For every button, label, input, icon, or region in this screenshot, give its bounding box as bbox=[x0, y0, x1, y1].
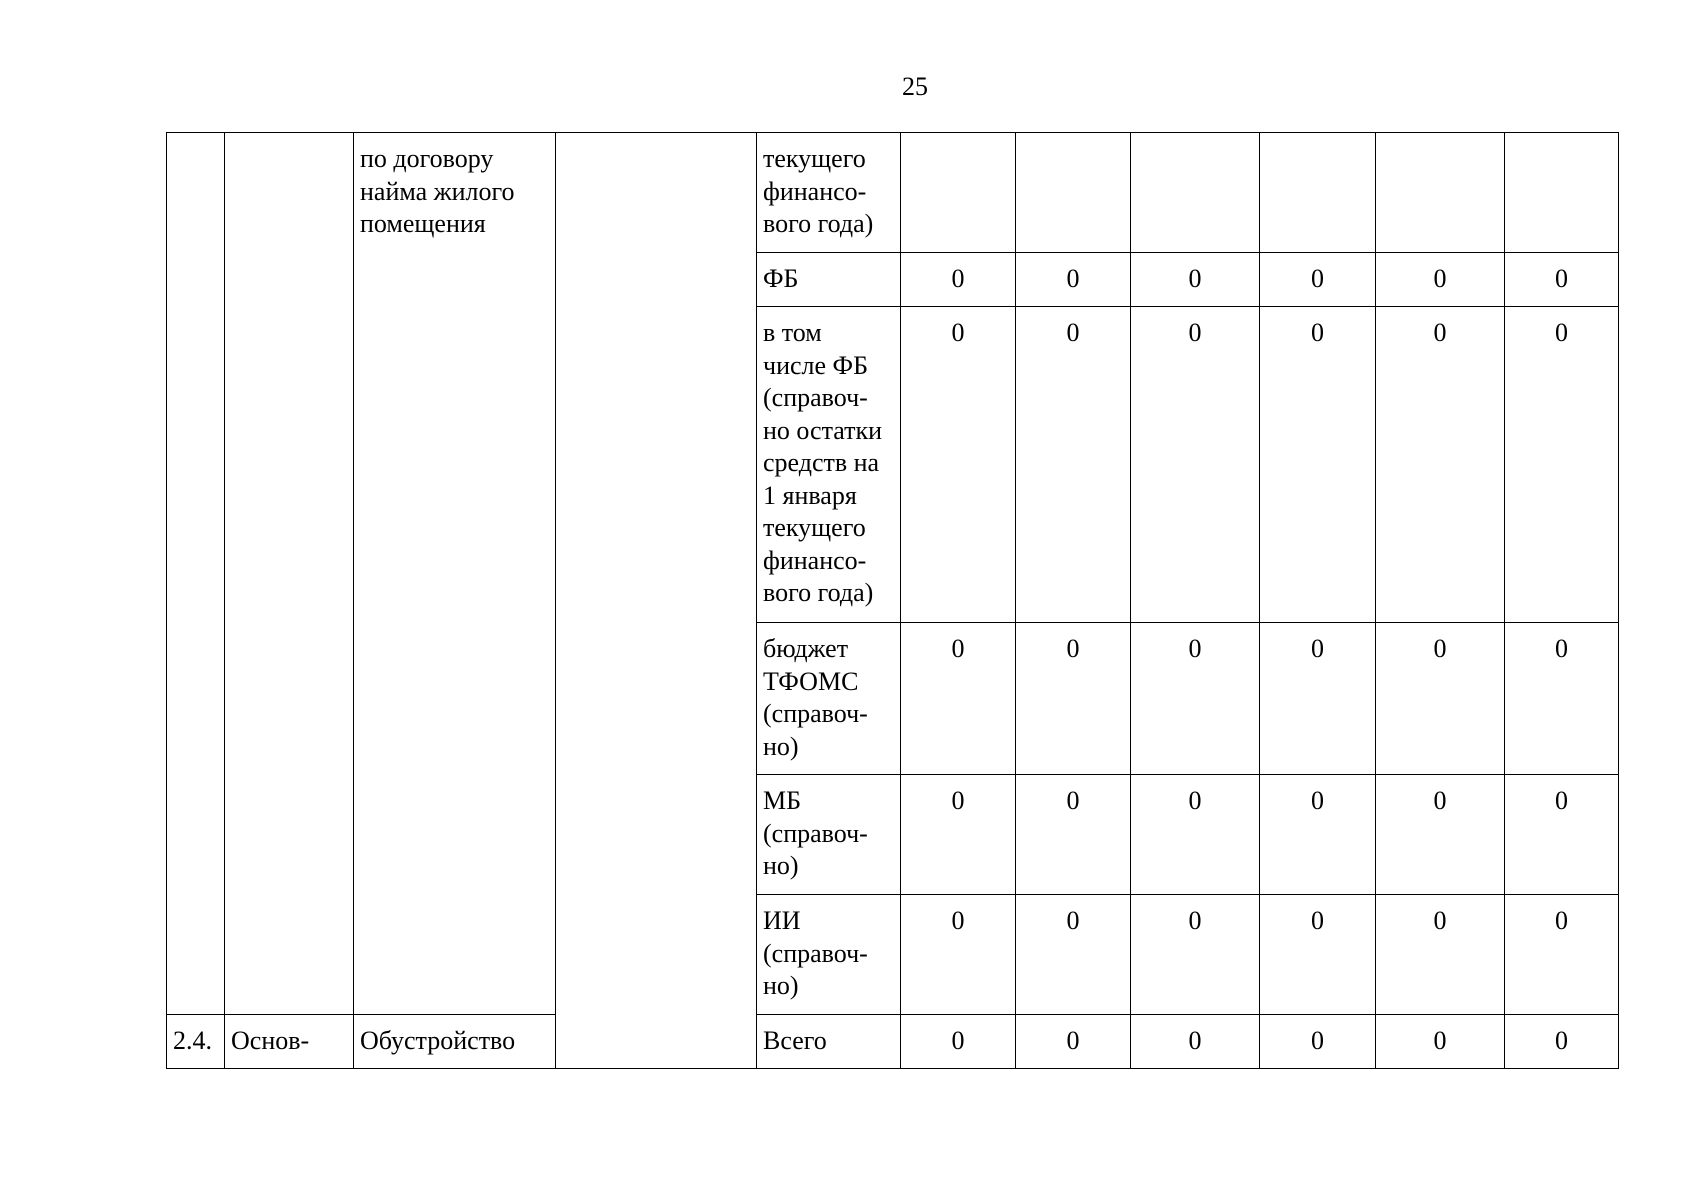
value-cell: 0 bbox=[1505, 895, 1619, 1015]
source-line: МБ bbox=[763, 786, 802, 815]
source-line: финансо- bbox=[763, 545, 867, 575]
funding-source-cell bbox=[757, 895, 901, 1015]
value-cell bbox=[1260, 133, 1376, 253]
executor-cell bbox=[556, 133, 757, 1069]
value-cell: 0 bbox=[1376, 253, 1505, 307]
value-cell bbox=[1131, 133, 1260, 253]
source-line: (справоч- bbox=[763, 383, 868, 412]
source-line: ТФОМС bbox=[763, 666, 859, 696]
source-line: 1 января bbox=[763, 480, 857, 510]
value-cell: 0 bbox=[1260, 1015, 1376, 1069]
value-cell: 0 bbox=[901, 623, 1016, 775]
value-cell: 0 bbox=[901, 307, 1016, 623]
value-cell bbox=[1505, 133, 1619, 253]
value-cell: 0 bbox=[1016, 623, 1131, 775]
value-cell: 0 bbox=[1376, 1015, 1505, 1069]
value-cell bbox=[1376, 133, 1505, 253]
value-cell: 0 bbox=[901, 775, 1016, 895]
value-cell: 0 bbox=[1260, 623, 1376, 775]
source-line: финансо- bbox=[763, 176, 867, 206]
source-line: текущего bbox=[763, 513, 866, 542]
value-cell: 0 bbox=[1131, 775, 1260, 895]
value-cell: 0 bbox=[1016, 253, 1131, 307]
value-cell: 0 bbox=[1505, 775, 1619, 895]
source-line: вого года) bbox=[763, 578, 874, 607]
number-cell bbox=[167, 133, 225, 1015]
value-cell: 0 bbox=[1131, 623, 1260, 775]
funding-source-cell bbox=[757, 775, 901, 895]
description-cell bbox=[354, 133, 556, 1015]
description-line: по договору bbox=[360, 144, 494, 173]
value-cell: 0 bbox=[901, 895, 1016, 1015]
source-line: в том bbox=[763, 318, 822, 347]
value-cell: 0 bbox=[1260, 895, 1376, 1015]
funding-source-cell bbox=[757, 623, 901, 775]
source-line: (справоч- bbox=[763, 699, 868, 728]
source-line: но) bbox=[763, 851, 799, 880]
funding-source-cell bbox=[757, 307, 901, 623]
description-cell: Обустройство bbox=[354, 1015, 556, 1069]
value-cell bbox=[901, 133, 1016, 253]
source-line: бюджет bbox=[763, 634, 849, 663]
funding-source-cell bbox=[757, 253, 901, 307]
page-number: 25 bbox=[902, 72, 928, 101]
value-cell: 0 bbox=[1376, 307, 1505, 623]
value-cell: 0 bbox=[1376, 775, 1505, 895]
table-row bbox=[167, 1015, 1619, 1069]
value-cell: 0 bbox=[1016, 895, 1131, 1015]
funding-source-cell: Всего bbox=[757, 1015, 901, 1069]
source-line: (справоч- bbox=[763, 818, 868, 848]
value-cell: 0 bbox=[1131, 253, 1260, 307]
source-line: но) bbox=[763, 731, 799, 761]
source-line: числе ФБ bbox=[763, 350, 869, 380]
number-cell: 2.4. bbox=[167, 1015, 225, 1069]
source-line: (справоч- bbox=[763, 938, 868, 968]
type-cell bbox=[225, 133, 354, 1015]
source-line: вого года) bbox=[763, 209, 874, 238]
value-cell: 0 bbox=[1131, 1015, 1260, 1069]
source-line: ИИ bbox=[763, 906, 801, 935]
description-line: найма жилого bbox=[360, 176, 515, 206]
value-cell: 0 bbox=[901, 253, 1016, 307]
source-line: средств на bbox=[763, 448, 880, 477]
value-cell: 0 bbox=[1016, 1015, 1131, 1069]
value-cell: 0 bbox=[1260, 775, 1376, 895]
source-line: но остатки bbox=[763, 415, 883, 445]
funding-table bbox=[166, 132, 1619, 1069]
value-cell: 0 bbox=[1260, 307, 1376, 623]
value-cell: 0 bbox=[1016, 307, 1131, 623]
value-cell: 0 bbox=[1260, 253, 1376, 307]
value-cell: 0 bbox=[1376, 895, 1505, 1015]
source-line: но) bbox=[763, 971, 799, 1000]
value-cell: 0 bbox=[1131, 895, 1260, 1015]
value-cell: 0 bbox=[1016, 775, 1131, 895]
value-cell: 0 bbox=[1376, 623, 1505, 775]
value-cell: 0 bbox=[1505, 307, 1619, 623]
value-cell: 0 bbox=[1131, 307, 1260, 623]
table-row bbox=[167, 133, 1619, 253]
value-cell: 0 bbox=[1505, 623, 1619, 775]
value-cell: 0 bbox=[1505, 1015, 1619, 1069]
source-line: ФБ bbox=[763, 264, 799, 293]
source-line: текущего bbox=[763, 144, 866, 173]
value-cell bbox=[1016, 133, 1131, 253]
description-line: помещения bbox=[360, 209, 486, 238]
type-cell: Основ- bbox=[225, 1015, 354, 1069]
funding-source-cell bbox=[757, 133, 901, 253]
value-cell: 0 bbox=[901, 1015, 1016, 1069]
value-cell: 0 bbox=[1505, 253, 1619, 307]
